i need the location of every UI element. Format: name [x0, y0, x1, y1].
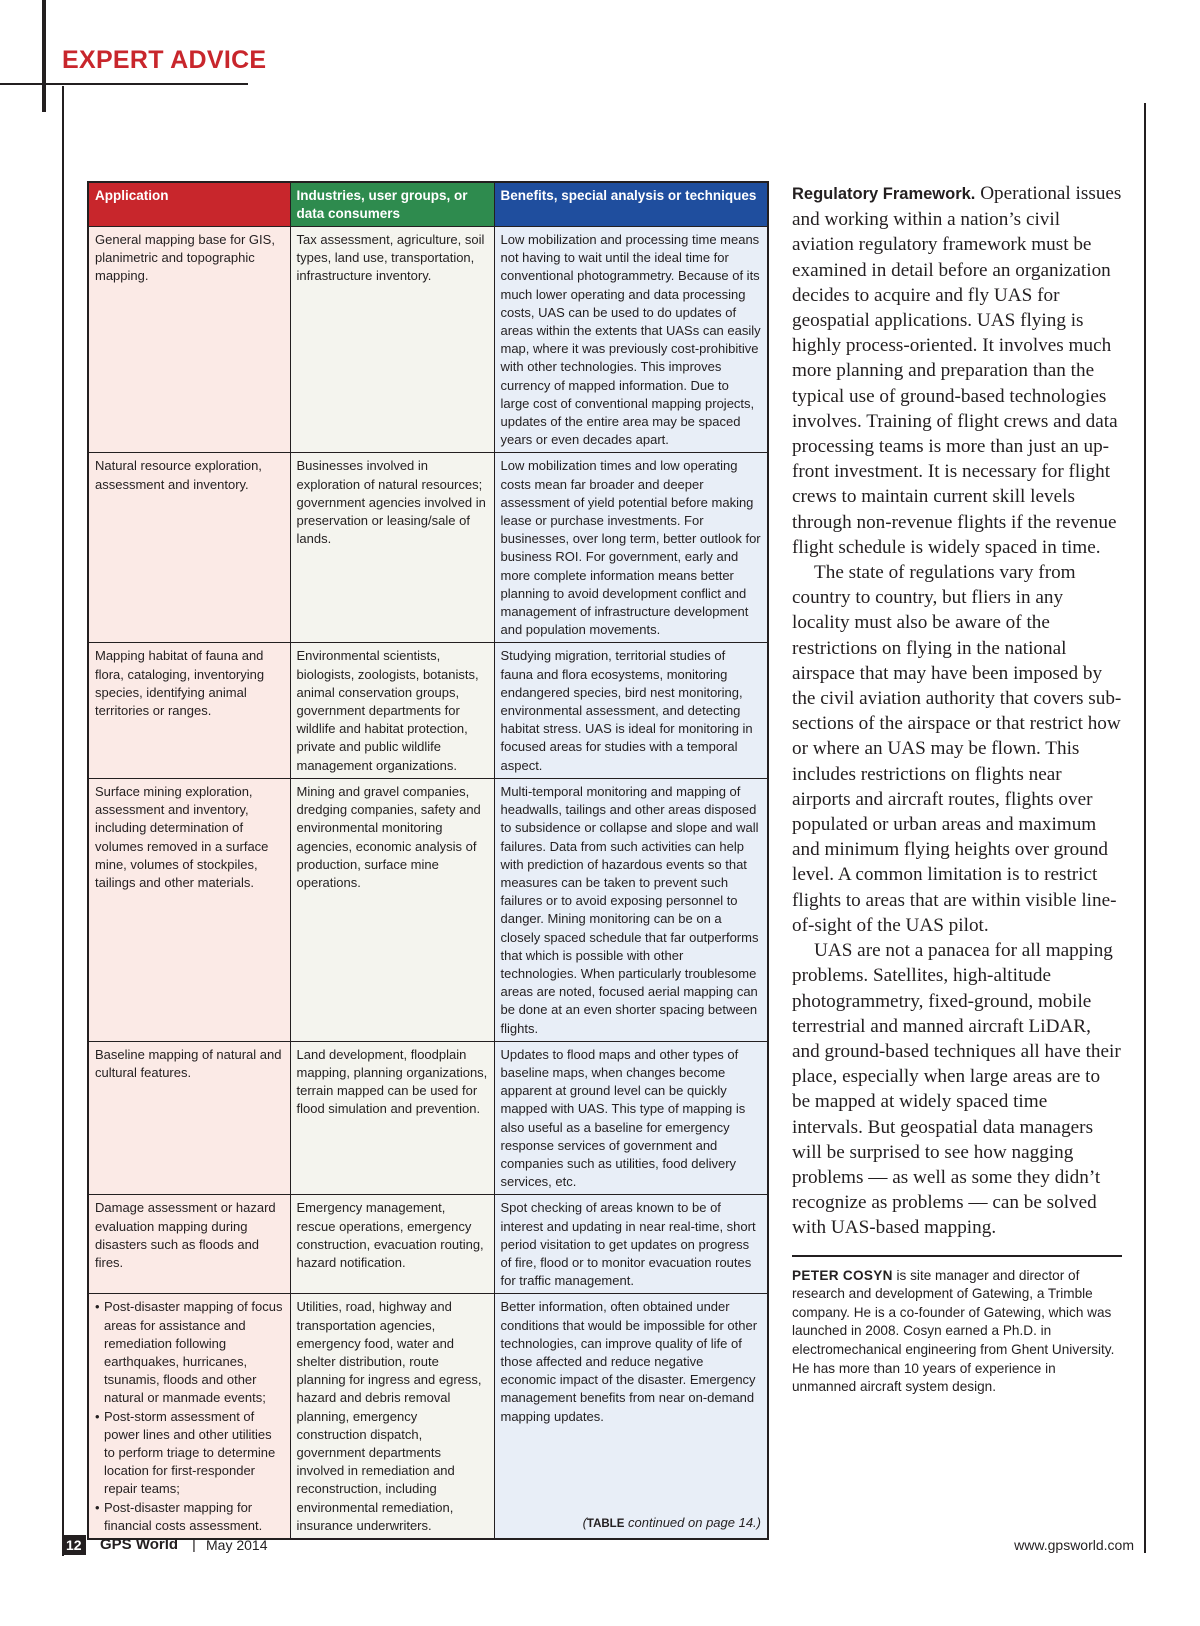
- table-row: [88, 227, 768, 453]
- section-label: EXPERT ADVICE: [62, 46, 267, 74]
- application-cell: Natural resource exploration, assessment and inventory.: [88, 453, 290, 643]
- list-item: • Post-disaster mapping of focus areas for assistance and remediation following earthquakes, hurricanes, tsunamis, floods and other natural or manmade events;: [95, 1298, 284, 1407]
- application-bullet-list: [95, 1298, 284, 1535]
- application-cell: [88, 1294, 290, 1539]
- table-header-row: [88, 182, 768, 227]
- application-cell: Baseline mapping of natural and cultural features.: [88, 1041, 290, 1195]
- industries-cell: Emergency management, rescue operations, emergency construction, evacuation routing, hazard notification.: [290, 1195, 494, 1294]
- article-column: [792, 181, 1122, 1397]
- industries-cell: Businesses involved in exploration of natural resources; government agencies involved in preservation or leasing/sale of lands.: [290, 453, 494, 643]
- run-in-heading: Regulatory Framework.: [792, 185, 976, 203]
- application-cell: Mapping habitat of fauna and flora, cataloging, inventorying species, identifying animal territories or ranges.: [88, 643, 290, 778]
- benefits-cell: Studying migration, territorial studies of fauna and flora ecosystems, monitoring endangered species, bird nest monitoring, environmental assessment, and detecting habitat stress. UAS is ideal for monitoring in focused areas for studies with a temporal aspect.: [494, 643, 768, 778]
- benefits-cell: [494, 1294, 768, 1539]
- page-number: 12: [62, 1535, 86, 1555]
- footer-separator: |: [192, 1536, 196, 1553]
- table-row: [88, 778, 768, 1041]
- benefits-cell: Low mobilization and processing time means not having to wait until the ideal time for conventional photogrammetry. Because of its much lower operating and data processing costs, UAS can be used to do updates of areas within the extents that UASs can easily map, where it was previously cost-prohibitive with other technologies. This improves currency of mapped information. Due to large cost of conventional mapping projects, updates of the entire area may be spaced years or even decades apart.: [494, 227, 768, 453]
- table-continued-note: [501, 1514, 762, 1533]
- table-row: [88, 453, 768, 643]
- industries-cell: Tax assessment, agriculture, soil types, land use, transportation, infrastructure inventory.: [290, 227, 494, 453]
- industries-cell: Land development, floodplain mapping, planning organizations, terrain mapped can be used for flood simulation and prevention.: [290, 1041, 494, 1195]
- table-row: [88, 1041, 768, 1195]
- benefits-cell: Updates to flood maps and other types of baseline maps, when changes become apparent at ground level can be quickly mapped with UAS. This type of mapping is also useful as a baseline for emergency response services of government and companies such as utilities, food delivery services, etc.: [494, 1041, 768, 1195]
- table-row: [88, 1294, 768, 1539]
- author-bio: [792, 1267, 1122, 1397]
- application-cell: General mapping base for GIS, planimetric and topographic mapping.: [88, 227, 290, 453]
- application-cell: Surface mining exploration, assessment and inventory, including determination of volumes removed in a surface mine, volumes of stockpiles, tailings and other materials.: [88, 778, 290, 1041]
- industries-cell: Utilities, road, highway and transportation agencies, emergency food, water and shelter distribution, route planning for ingress and egress, hazard and debris removal planning, emergency construction dispatch, government departments involved in remediation and reconstruction, including environmental remediation, insurance underwriters.: [290, 1294, 494, 1539]
- column-header-application: Application: [88, 182, 290, 227]
- table-row: [88, 643, 768, 778]
- article-paragraph: [792, 181, 1122, 560]
- benefits-cell: Low mobilization times and low operating costs mean far broader and deeper assessment of yield potential before making lease or purchase investments. For businesses, over long term, better outlook for business ROI. For government, early and more complete information means better planning to avoid development conflict and management of infrastructure development and population movements.: [494, 453, 768, 643]
- table-row: [88, 1195, 768, 1294]
- industries-cell: Environmental scientists, biologists, zoologists, botanists, animal conservation groups, government departments for wildlife and habitat protection, private and public wildlife management organizations.: [290, 643, 494, 778]
- page-footer: [62, 1535, 1134, 1557]
- benefits-text: Better information, often obtained under conditions that would be impossible for other technologies, can improve quality of life of those affected and reduce negative economic impact of the disaster. Emergency management benefits from near on-demand mapping updates.: [500, 1299, 758, 1424]
- column-header-industries: Industries, user groups, or data consumers: [290, 182, 494, 227]
- header-rule: [0, 83, 248, 85]
- uas-applications-table: [87, 181, 769, 1540]
- benefits-cell: Multi-temporal monitoring and mapping of headwalls, tailings and other areas disposed to subsidence or collapse and slope and wall failures. Data from such activities can help with prediction of hazardous events so that measures can be taken to prevent such failures or to avoid exposing personnel to danger. Mining monitoring can be on a closely spaced schedule that far outperforms that which is possible with other technologies. When particularly troublesome areas are noted, focused aerial mapping can be done at an even shorter spacing between flights.: [494, 778, 768, 1041]
- magazine-name: GPS World: [100, 1536, 179, 1553]
- margin-rule-right: [1144, 103, 1146, 1553]
- list-item: • Post-disaster mapping for financial costs assessment.: [95, 1499, 284, 1535]
- article-paragraph: UAS are not a panacea for all mapping problems. Satellites, high-altitude photogrammetry, fixed-ground, mobile terrestrial and manned aircraft LiDAR, and ground-based techniques all have their place, especially when large areas are to be mapped at widely spaced time intervals. But geospatial data managers will be surprised to see how nagging problems — as well as some they didn’t recognize as problems — can be solved with UAS-based mapping.: [792, 940, 1121, 1239]
- issue-date: May 2014: [206, 1537, 268, 1553]
- bio-divider: [792, 1255, 1122, 1257]
- note-open-paren: (: [582, 1514, 587, 1530]
- benefits-cell: Spot checking of areas known to be of interest and updating in near real-time, short period visitation to get updates on progress of fire, flood or to monitor evacuation routes for traffic management.: [494, 1195, 768, 1294]
- paragraph-text: Operational issues and working within a nation’s civil aviation regulatory framework must be examined in detail before an organization decides to acquire and fly UAS for geospatial applications. UAS flying is highly process-oriented. It involves much more planning and preparation than the typical use of ground-based technologies involves. Training of flight crews and data processing teams is more than just an up-front investment. It is necessary for flight crews to maintain current skill levels through non-revenue flights if the revenue flight schedule is widely spaced in time.: [792, 183, 1122, 558]
- article-paragraph: The state of regulations vary from country to country, but fliers in any locality must also be aware of the restrictions on flying in the national airspace that may have been imposed by the civil aviation authority that covers sub-sections of the airspace or that restrict how or where an UAS may be flown. This includes restrictions on flights near airports and aircraft routes, flights over populated or urban areas and maximum and minimum flying heights over ground level. A common limitation is to restrict flights to areas that are within visible line-of-sight of the UAS pilot.: [792, 562, 1122, 936]
- bio-text: is site manager and director of research and development of Gatewing, a Trimble company. He is a co-founder of Gatewing, which was launched in 2008. Cosyn earned a Ph.D. in electromechanical engineering from Ghent University. He has more than 10 years of experience in unmanned aircraft system design.: [792, 1267, 1115, 1395]
- list-item: • Post-storm assessment of power lines and other utilities to perform triage to determine location for first-responder repair teams;: [95, 1408, 284, 1499]
- margin-rule-left: [42, 0, 46, 112]
- note-table-caps: TABLE: [586, 1517, 625, 1530]
- column-header-benefits: Benefits, special analysis or techniques: [494, 182, 768, 227]
- industries-cell: Mining and gravel companies, dredging companies, safety and environmental monitoring agencies, economic analysis of production, surface mine operations.: [290, 778, 494, 1041]
- note-rest: continued on page 14.): [624, 1514, 761, 1530]
- website-url: www.gpsworld.com: [1014, 1537, 1134, 1553]
- margin-rule-inner: [62, 86, 64, 1556]
- application-cell: Damage assessment or hazard evaluation mapping during disasters such as floods and fires.: [88, 1195, 290, 1294]
- author-name: PETER COSYN: [792, 1267, 893, 1283]
